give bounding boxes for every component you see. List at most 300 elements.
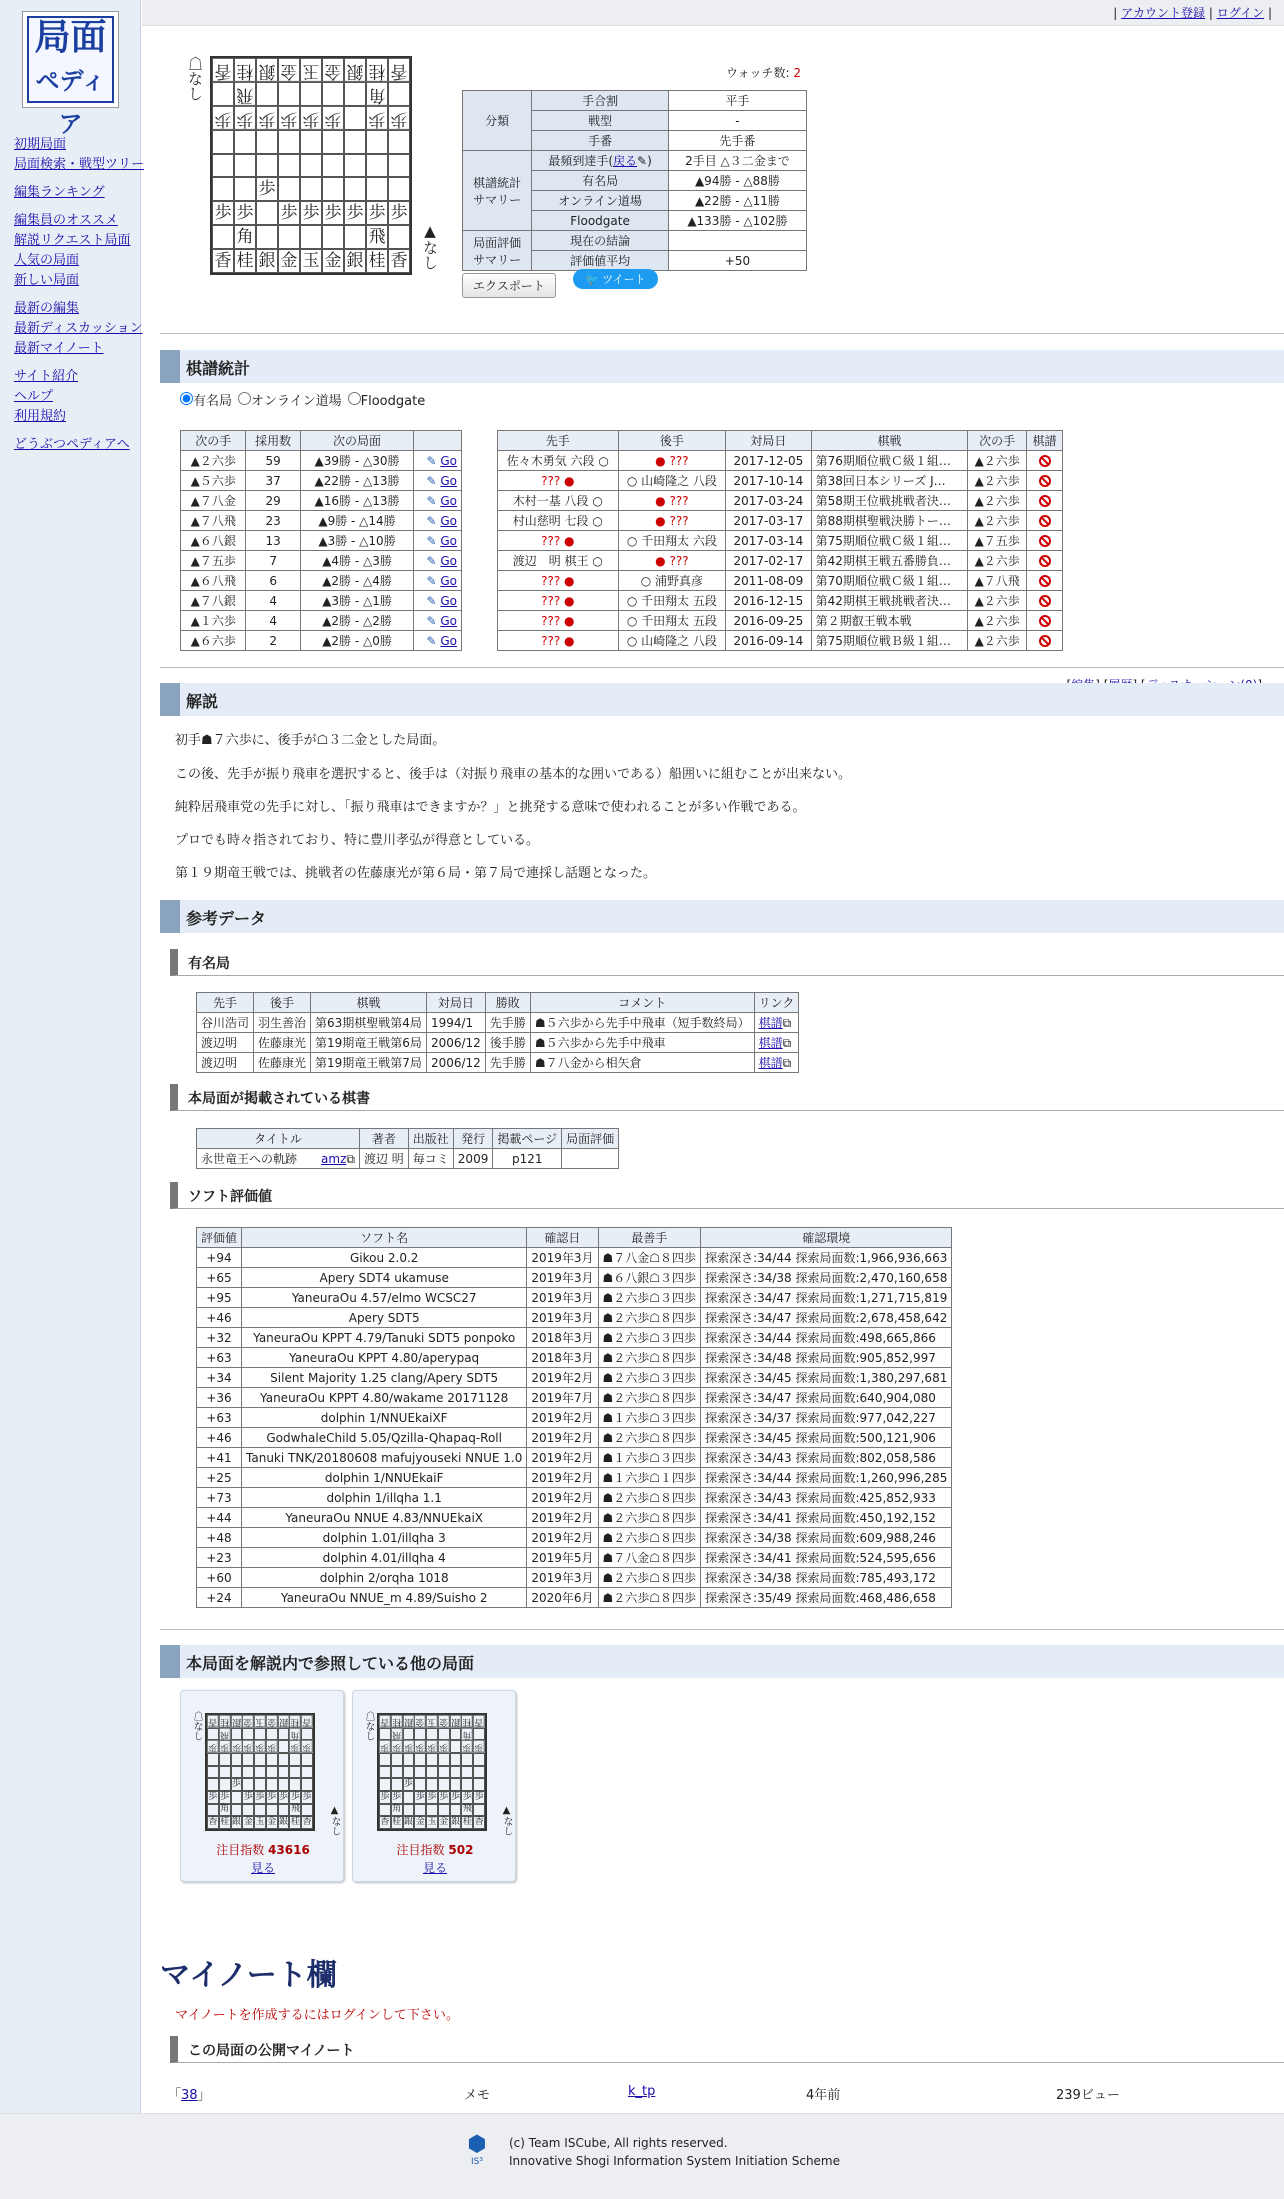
board-cell (300, 225, 322, 249)
board-cell (207, 1804, 219, 1817)
column-header: 先手 (197, 993, 254, 1013)
board-cell: 銀 (451, 1716, 461, 1727)
table-row: +60 dolphin 2/orqha 1018 2019年3月 ☗２六歩☖８四歩 探索深さ:34/38 探索局面数:785,493,172 (197, 1568, 952, 1588)
board-cell: 歩 (474, 1791, 484, 1802)
note-link[interactable]: 38 (181, 2088, 198, 2103)
board-cell (344, 177, 366, 201)
table-row: 村山慈明 七段 ○ ● ??? 2017-03-17 第88期棋聖戦決勝トー… ▲２六歩 (498, 511, 1063, 531)
sidebar-link[interactable]: 人気の局面 (14, 253, 80, 268)
board-cell (461, 1778, 473, 1791)
board-cell: 飛 (234, 82, 256, 106)
board-cell (301, 1766, 313, 1779)
column-header: 最善手 (598, 1228, 701, 1248)
board-cell (426, 1778, 438, 1791)
table-row: +24 YaneuraOu NNUE_m 4.89/Suisho 2 2020年6月 ☗２六歩☖８四歩 探索深さ:35/49 探索局面数:468,486,658 (197, 1588, 952, 1608)
board-cell (379, 1804, 391, 1817)
table-row: ??? ● ○ 千田翔太 六段 2017-03-14 第75期順位戦Ｃ級１組… ▲７五歩 (498, 531, 1063, 551)
radio-0[interactable]: 有名局 (180, 394, 232, 409)
board-cell: 金 (243, 1817, 253, 1828)
column-header: ソフト名 (242, 1228, 527, 1248)
board-cell (278, 225, 300, 249)
no-kifu-icon (1039, 455, 1051, 467)
board-cell: 歩 (344, 201, 366, 225)
watch-count: ウォッチ数: 2 (726, 66, 802, 80)
sidebar-link[interactable]: 編集員のオススメ (14, 213, 118, 228)
board-cell: 歩 (451, 1791, 461, 1802)
section-reference: 参考データ (160, 900, 1284, 933)
board-cell (322, 225, 344, 249)
source-radio[interactable] (180, 392, 193, 405)
board-cell (256, 201, 278, 225)
board-cell (388, 82, 410, 106)
board-cell (300, 154, 322, 178)
column-header: 次の手 (181, 431, 246, 451)
position-card[interactable]: ☖なし 香 桂 銀 金 玉 金 銀 桂 香 飛 角 歩 歩 歩 歩 歩 歩 歩 歩 歩 歩 歩 歩 歩 歩 歩 歩 歩 角 飛 香 桂 銀 金 玉 金 銀 桂 香 ▲なし 注目指数 43616 見る (180, 1690, 344, 1882)
column-header: 発行 (453, 1129, 493, 1149)
board-cell (289, 1766, 301, 1779)
section-referenced-positions: 本局面を解説内で参照している他の局面 (160, 1645, 1284, 1678)
shogi-board[interactable] (210, 56, 412, 275)
board-cell (278, 177, 300, 201)
board-cell (231, 1728, 243, 1741)
board-cell (300, 177, 322, 201)
sidebar-link[interactable]: 局面検索・戦型ツリー (14, 157, 145, 172)
sidebar-link[interactable]: 編集ランキング (14, 185, 105, 200)
board-cell: 銀 (231, 1716, 241, 1727)
subsection-famous: 有名局 (170, 949, 1284, 976)
board-cell (438, 1766, 450, 1779)
board-cell (391, 1766, 403, 1779)
soft-eval-table (196, 1227, 952, 1608)
board-cell (403, 1791, 415, 1804)
subsection-books: 本局面が掲載されている棋書 (170, 1084, 1284, 1111)
table-row: 谷川浩司 羽生善治 第63期棋聖戦第4局 1994/1 先手勝 ☗５六歩から先手中飛車（短手数終局） 棋譜⧉ (197, 1013, 799, 1033)
table-row: +65 Apery SDT4 ukamuse 2019年3月 ☗６八銀☖３四歩 探索深さ:34/38 探索局面数:2,470,160,658 (197, 1268, 952, 1288)
no-kifu-icon (1039, 595, 1051, 607)
board-cell (473, 1753, 485, 1766)
sidebar (0, 0, 145, 2113)
table-row: +44 YaneuraOu NNUE 4.83/NNUEkaiX 2019年2月 ☗２六歩☖８四歩 探索深さ:34/41 探索局面数:450,192,152 (197, 1508, 952, 1528)
go-link[interactable]: Go (440, 453, 457, 468)
table-row: +46 GodwhaleChild 5.05/Qzilla-Qhapaq-Roll 2019年2月 ☗２六歩☖８四歩 探索深さ:34/45 探索局面数:500,121,906 (197, 1428, 952, 1448)
table-row: +23 dolphin 4.01/illqha 4 2019年5月 ☗７八金☖８四歩 探索深さ:34/41 探索局面数:524,595,656 (197, 1548, 952, 1568)
pencil-icon[interactable]: ✎ (426, 513, 437, 528)
board-cell (450, 1778, 462, 1791)
board-cell (278, 1740, 290, 1753)
board-cell (289, 1778, 301, 1791)
board-cell: 歩 (462, 1742, 472, 1753)
board-cell (366, 177, 388, 201)
sidebar-link[interactable]: どうぶつペディアへ (14, 437, 130, 452)
column-header: 次の局面 (300, 431, 413, 451)
games-scroll[interactable] (497, 430, 1063, 648)
pencil-icon[interactable]: ✎ (426, 553, 437, 568)
board-cell: 歩 (302, 1791, 312, 1802)
board-cell (242, 1728, 254, 1741)
board-cell: 歩 (212, 106, 234, 130)
kifu-source-radios (180, 390, 431, 409)
go-link[interactable]: Go (440, 473, 457, 488)
column-header: 掲載ページ (493, 1129, 562, 1149)
external-link-icon: ⧉ (782, 1016, 792, 1030)
board-cell (388, 225, 410, 249)
board-cell: 金 (415, 1817, 425, 1828)
board-cell: 角 (392, 1804, 402, 1815)
board-cell (256, 130, 278, 154)
pencil-icon[interactable]: ✎ (426, 453, 437, 468)
board-cell: 歩 (208, 1742, 218, 1753)
table-row: +95 YaneuraOu 4.57/elmo WCSC27 2019年3月 ☗２六歩☖３四歩 探索深さ:34/47 探索局面数:1,271,715,819 (197, 1288, 952, 1308)
board-cell: 香 (302, 1716, 312, 1727)
board-cell: 歩 (243, 1742, 253, 1753)
board-cell (438, 1778, 450, 1791)
board-cell: 桂 (366, 58, 388, 82)
table-row: 渡辺明 佐藤康光 第19期竜王戦第6局 2006/12 後手勝 ☗５六歩から先手中飛車 棋譜⧉ (197, 1033, 799, 1053)
board-cell (207, 1778, 219, 1791)
board-cell (450, 1804, 462, 1817)
board-cell: 歩 (278, 201, 300, 225)
sente-hand: ▲なし (421, 222, 439, 270)
board-cell: 金 (267, 1716, 277, 1727)
board-cell: 歩 (231, 1742, 241, 1753)
board-cell (403, 1766, 415, 1779)
board-cell: 歩 (220, 1791, 230, 1802)
board-cell: 桂 (392, 1817, 402, 1828)
go-link[interactable]: Go (440, 613, 457, 628)
board-cell (403, 1804, 415, 1817)
pencil-icon[interactable]: ✎ (426, 493, 437, 508)
board-cell: 金 (439, 1817, 449, 1828)
board-cell: 香 (208, 1716, 218, 1727)
board-cell (242, 1753, 254, 1766)
board-cell: 歩 (278, 106, 300, 130)
note-user-link[interactable]: k_tp (628, 2084, 656, 2099)
board-cell (450, 1766, 462, 1779)
board-cell (278, 82, 300, 106)
commentary-paragraph: 初手☗７六歩に、後手が☖３二金とした局面。 (175, 733, 446, 748)
board-cell: 飛 (462, 1804, 472, 1815)
board-cell (300, 82, 322, 106)
no-kifu-icon (1039, 535, 1051, 547)
board-cell: 香 (212, 58, 234, 82)
board-cell: 銀 (344, 58, 366, 82)
board-cell: 玉 (427, 1817, 437, 1828)
board-cell (473, 1778, 485, 1791)
export-button[interactable]: エクスポート (462, 273, 556, 298)
board-cell (438, 1728, 450, 1741)
next-moves-scroll[interactable] (180, 430, 462, 648)
board-cell (254, 1753, 266, 1766)
board-cell: 歩 (366, 106, 388, 130)
pencil-icon[interactable]: ✎ (426, 633, 437, 648)
board-cell: 歩 (322, 201, 344, 225)
column-header: コメント (530, 993, 754, 1013)
board-cell: 香 (474, 1817, 484, 1828)
column-header: 局面評価 (562, 1129, 619, 1149)
board-cell (266, 1804, 278, 1817)
board-cell (231, 1791, 243, 1804)
pencil-icon: ✎ (637, 154, 648, 168)
board-cell (266, 1753, 278, 1766)
board-cell (278, 1804, 290, 1817)
board-cell (256, 154, 278, 178)
table-row: ??? ● ○ 浦野真彦 2011-08-09 第70期順位戦Ｃ級１組… ▲７八飛 (498, 571, 1063, 591)
pencil-icon[interactable]: ✎ (426, 573, 437, 588)
column-header: 確認環境 (701, 1228, 952, 1248)
table-row: ▲６八飛 6 ▲2勝 - △4勝 ✎ Go (181, 571, 462, 591)
board-cell (301, 1804, 313, 1817)
board-cell (344, 154, 366, 178)
board-cell: 桂 (234, 58, 256, 82)
board-cell (426, 1804, 438, 1817)
board-cell: 歩 (256, 106, 278, 130)
board-cell: 桂 (392, 1716, 402, 1727)
sidebar-link[interactable]: 最新ディスカッション (14, 321, 143, 336)
column-header: 著者 (359, 1129, 408, 1149)
sidebar-link[interactable]: 利用規約 (14, 409, 67, 424)
mini-board (377, 1713, 487, 1831)
board-cell (414, 1804, 426, 1817)
board-cell (366, 154, 388, 178)
view-link[interactable]: 見る (250, 1861, 275, 1875)
board-cell: 歩 (392, 1742, 402, 1753)
go-link[interactable]: Go (440, 573, 457, 588)
board-cell: 銀 (279, 1817, 289, 1828)
board-cell (301, 1728, 313, 1741)
go-link[interactable]: Go (440, 493, 457, 508)
table-row: +48 dolphin 1.01/illqha 3 2019年2月 ☗２六歩☖８四歩 探索深さ:34/38 探索局面数:609,988,246 (197, 1528, 952, 1548)
sidebar-link[interactable]: 解説リクエスト局面 (14, 233, 131, 248)
board-cell: 歩 (403, 1779, 413, 1790)
position-card[interactable]: ☖なし 香 桂 銀 金 玉 金 銀 桂 香 飛 角 歩 歩 歩 歩 歩 歩 歩 歩 歩 歩 歩 歩 歩 歩 歩 歩 歩 角 飛 香 桂 銀 金 玉 金 銀 桂 香 ▲なし 注目指数 502 見る (352, 1690, 516, 1882)
board-cell: 歩 (462, 1791, 472, 1802)
board-cell: 歩 (220, 1742, 230, 1753)
board-cell (391, 1778, 403, 1791)
table-row: +63 YaneuraOu KPPT 4.80/aperypaq 2018年3月 ☗２六歩☖８四歩 探索深さ:34/48 探索局面数:905,852,997 (197, 1348, 952, 1368)
go-link[interactable]: Go (440, 553, 457, 568)
board-cell: 歩 (208, 1791, 218, 1802)
board-cell: 金 (322, 58, 344, 82)
source-radio[interactable] (238, 392, 251, 405)
table-row: +36 YaneuraOu KPPT 4.80/wakame 20171128 2019年7月 ☗２六歩☖８四歩 探索深さ:34/47 探索局面数:640,904,080 (197, 1388, 952, 1408)
column-header: 対局日 (426, 993, 485, 1013)
board-cell (391, 1753, 403, 1766)
board-cell: 歩 (290, 1742, 300, 1753)
board-cell: 桂 (462, 1817, 472, 1828)
board-cell (231, 1753, 243, 1766)
board-cell: 歩 (427, 1742, 437, 1753)
board-cell (234, 177, 256, 201)
board-cell: 歩 (243, 1791, 253, 1802)
board-cell: 歩 (300, 106, 322, 130)
board-cell: 歩 (267, 1791, 277, 1802)
top-bar: | アカウント登録 | ログイン | (142, 0, 1284, 26)
board-cell (234, 154, 256, 178)
mynote-heading: マイノート欄 (160, 1958, 337, 1993)
login-link[interactable]: ログイン (1216, 6, 1265, 20)
board-cell (301, 1753, 313, 1766)
twitter-icon: 🐦 (585, 273, 599, 286)
sidebar-link[interactable]: ヘルプ (14, 389, 54, 404)
board-cell (219, 1778, 231, 1791)
board-cell (231, 1766, 243, 1779)
sidebar-link[interactable]: 最新マイノート (14, 341, 104, 356)
column-header: 後手 (618, 431, 726, 451)
board-cell (300, 130, 322, 154)
sidebar-link[interactable]: 新しい局面 (14, 273, 80, 288)
pencil-icon[interactable]: ✎ (426, 593, 437, 608)
board-cell (414, 1728, 426, 1741)
table-row: ▲５六歩 37 ▲22勝 - △13勝 ✎ Go (181, 471, 462, 491)
board-cell: 香 (388, 58, 410, 82)
column-header: 採用数 (246, 431, 300, 451)
board-cell (388, 130, 410, 154)
column-header: 勝敗 (485, 993, 530, 1013)
board-cell (278, 1753, 290, 1766)
view-link[interactable]: 見る (422, 1861, 447, 1875)
board-cell (254, 1804, 266, 1817)
board-cell (473, 1766, 485, 1779)
board-cell: 歩 (300, 201, 322, 225)
pencil-icon[interactable]: ✎ (426, 613, 437, 628)
table-row: ??? ● ○ 山崎隆之 八段 2017-10-14 第38回日本シリーズ J… ▲２六歩 (498, 471, 1063, 491)
board-cell (322, 130, 344, 154)
board-cell: 桂 (462, 1716, 472, 1727)
radio-1[interactable]: オンライン道場 (238, 394, 342, 409)
source-radio[interactable] (348, 392, 361, 405)
board-cell: 香 (212, 249, 234, 273)
footer: ⬢ IS³ (c) Team ISCube, All rights reserved. Innovative Shogi Information System Initiation Scheme (0, 2113, 1284, 2199)
table-row: 佐々木勇気 六段 ○ ● ??? 2017-12-05 第76期順位戦Ｃ級１組… ▲２六歩 (498, 451, 1063, 471)
board-cell: 歩 (256, 177, 278, 201)
table-row: +63 dolphin 1/NNUEkaiXF 2019年2月 ☗１六歩☖３四歩 探索深さ:34/37 探索局面数:977,042,227 (197, 1408, 952, 1428)
board-cell (207, 1728, 219, 1741)
table-row: ▲７八金 29 ▲16勝 - △13勝 ✎ Go (181, 491, 462, 511)
board-cell (379, 1728, 391, 1741)
board-cell (212, 82, 234, 106)
board-cell (254, 1778, 266, 1791)
board-cell (254, 1766, 266, 1779)
kifu-link[interactable]: 棋譜 (758, 1036, 783, 1050)
board-cell (344, 82, 366, 106)
board-cell (450, 1740, 462, 1753)
board-cell (403, 1753, 415, 1766)
board-cell (473, 1804, 485, 1817)
board-cell: 飛 (290, 1804, 300, 1815)
board-cell: 銀 (403, 1817, 413, 1828)
amazon-link[interactable]: amz (321, 1152, 347, 1166)
board-cell (322, 82, 344, 106)
sidebar-link[interactable]: 初期局面 (14, 137, 67, 152)
board-cell: 歩 (279, 1791, 289, 1802)
table-row: ▲７八銀 4 ▲3勝 - △1勝 ✎ Go (181, 591, 462, 611)
no-kifu-icon (1039, 575, 1051, 587)
board-cell: 香 (302, 1817, 312, 1828)
board-cell: 歩 (388, 106, 410, 130)
table-row: ??? ● ○ 山崎隆之 八段 2016-09-14 第75期順位戦Ｂ級１組… ▲２六歩 (498, 631, 1063, 651)
board-cell (266, 1766, 278, 1779)
board-cell: 歩 (380, 1742, 390, 1753)
site-logo[interactable]: 局面 ペディア (22, 11, 119, 108)
board-cell: 銀 (231, 1817, 241, 1828)
column-header (414, 431, 462, 451)
board-cell: 玉 (300, 58, 322, 82)
board-cell: 歩 (366, 201, 388, 225)
board-cell: 歩 (322, 106, 344, 130)
board-cell (278, 130, 300, 154)
board-cell (278, 1778, 290, 1791)
radio-2[interactable]: Floodgate (348, 394, 426, 409)
column-header: 次の手 (968, 431, 1027, 451)
board-cell (322, 177, 344, 201)
go-link[interactable]: Go (440, 513, 457, 528)
board-cell (379, 1766, 391, 1779)
table-row: +41 Tanuki TNK/20180608 mafujyouseki NNUE 1.0 2019年2月 ☗１六歩☖３四歩 探索深さ:34/43 探索局面数:802,058,586 (197, 1448, 952, 1468)
back-link[interactable]: 戻る (613, 154, 638, 168)
board-cell: 歩 (234, 201, 256, 225)
board-cell (473, 1728, 485, 1741)
board-cell (461, 1766, 473, 1779)
section-commentary: 解説 (160, 683, 1284, 716)
subsection-soft: ソフト評価値 (170, 1182, 1284, 1209)
no-kifu-icon (1039, 495, 1051, 507)
go-link[interactable]: Go (440, 533, 457, 548)
board-cell: 銀 (256, 249, 278, 273)
board-cell: 歩 (290, 1791, 300, 1802)
board-cell: 金 (439, 1716, 449, 1727)
table-row: ▲７八飛 23 ▲9勝 - △14勝 ✎ Go (181, 511, 462, 531)
column-header: 棋戦 (811, 431, 968, 451)
table-row: 木村一基 八段 ○ ● ??? 2017-03-24 第58期王位戦挑戦者決… ▲２六歩 (498, 491, 1063, 511)
table-row: ▲６八銀 13 ▲3勝 - △10勝 ✎ Go (181, 531, 462, 551)
gote-hand: ☖なし (186, 56, 204, 101)
section-kifu-stats: 棋譜統計 (160, 350, 1284, 383)
kifu-link[interactable]: 棋譜 (758, 1016, 783, 1030)
board-cell (344, 225, 366, 249)
go-link[interactable]: Go (440, 633, 457, 648)
board-cell: 歩 (267, 1742, 277, 1753)
table-row: 渡辺明 佐藤康光 第19期竜王戦第7局 2006/12 先手勝 ☗７八金から相矢倉 棋譜⧉ (197, 1053, 799, 1073)
table-row: ▲６六歩 2 ▲2勝 - △0勝 ✎ Go (181, 631, 462, 651)
board-cell (219, 1766, 231, 1779)
column-header: 対局日 (726, 431, 811, 451)
pencil-icon[interactable]: ✎ (426, 533, 437, 548)
board-cell (212, 177, 234, 201)
no-kifu-icon (1039, 615, 1051, 627)
go-link[interactable]: Go (440, 593, 457, 608)
board-cell: 銀 (344, 249, 366, 273)
board-cell: 桂 (220, 1817, 230, 1828)
board-cell: 金 (278, 58, 300, 82)
board-cell (426, 1753, 438, 1766)
column-header: 評価値 (197, 1228, 242, 1248)
sidebar-link[interactable]: 最新の編集 (14, 301, 80, 316)
register-link[interactable]: アカウント登録 (1121, 6, 1206, 20)
column-header: 後手 (254, 993, 311, 1013)
board-cell: 角 (366, 82, 388, 106)
divider (160, 667, 1284, 668)
board-cell (242, 1766, 254, 1779)
tweet-button[interactable]: 🐦 ツイート (573, 269, 658, 289)
column-header: 出版社 (408, 1129, 453, 1149)
external-link-icon: ⧉ (346, 1152, 355, 1166)
kifu-link[interactable]: 棋譜 (758, 1056, 783, 1070)
sidebar-link[interactable]: サイト紹介 (14, 369, 79, 384)
board-cell (242, 1778, 254, 1791)
table-row: ??? ● ○ 千田翔太 五段 2016-09-25 第２期叡王戦本戦 ▲２六歩 (498, 611, 1063, 631)
pencil-icon[interactable]: ✎ (426, 473, 437, 488)
divider (160, 1629, 1284, 1630)
